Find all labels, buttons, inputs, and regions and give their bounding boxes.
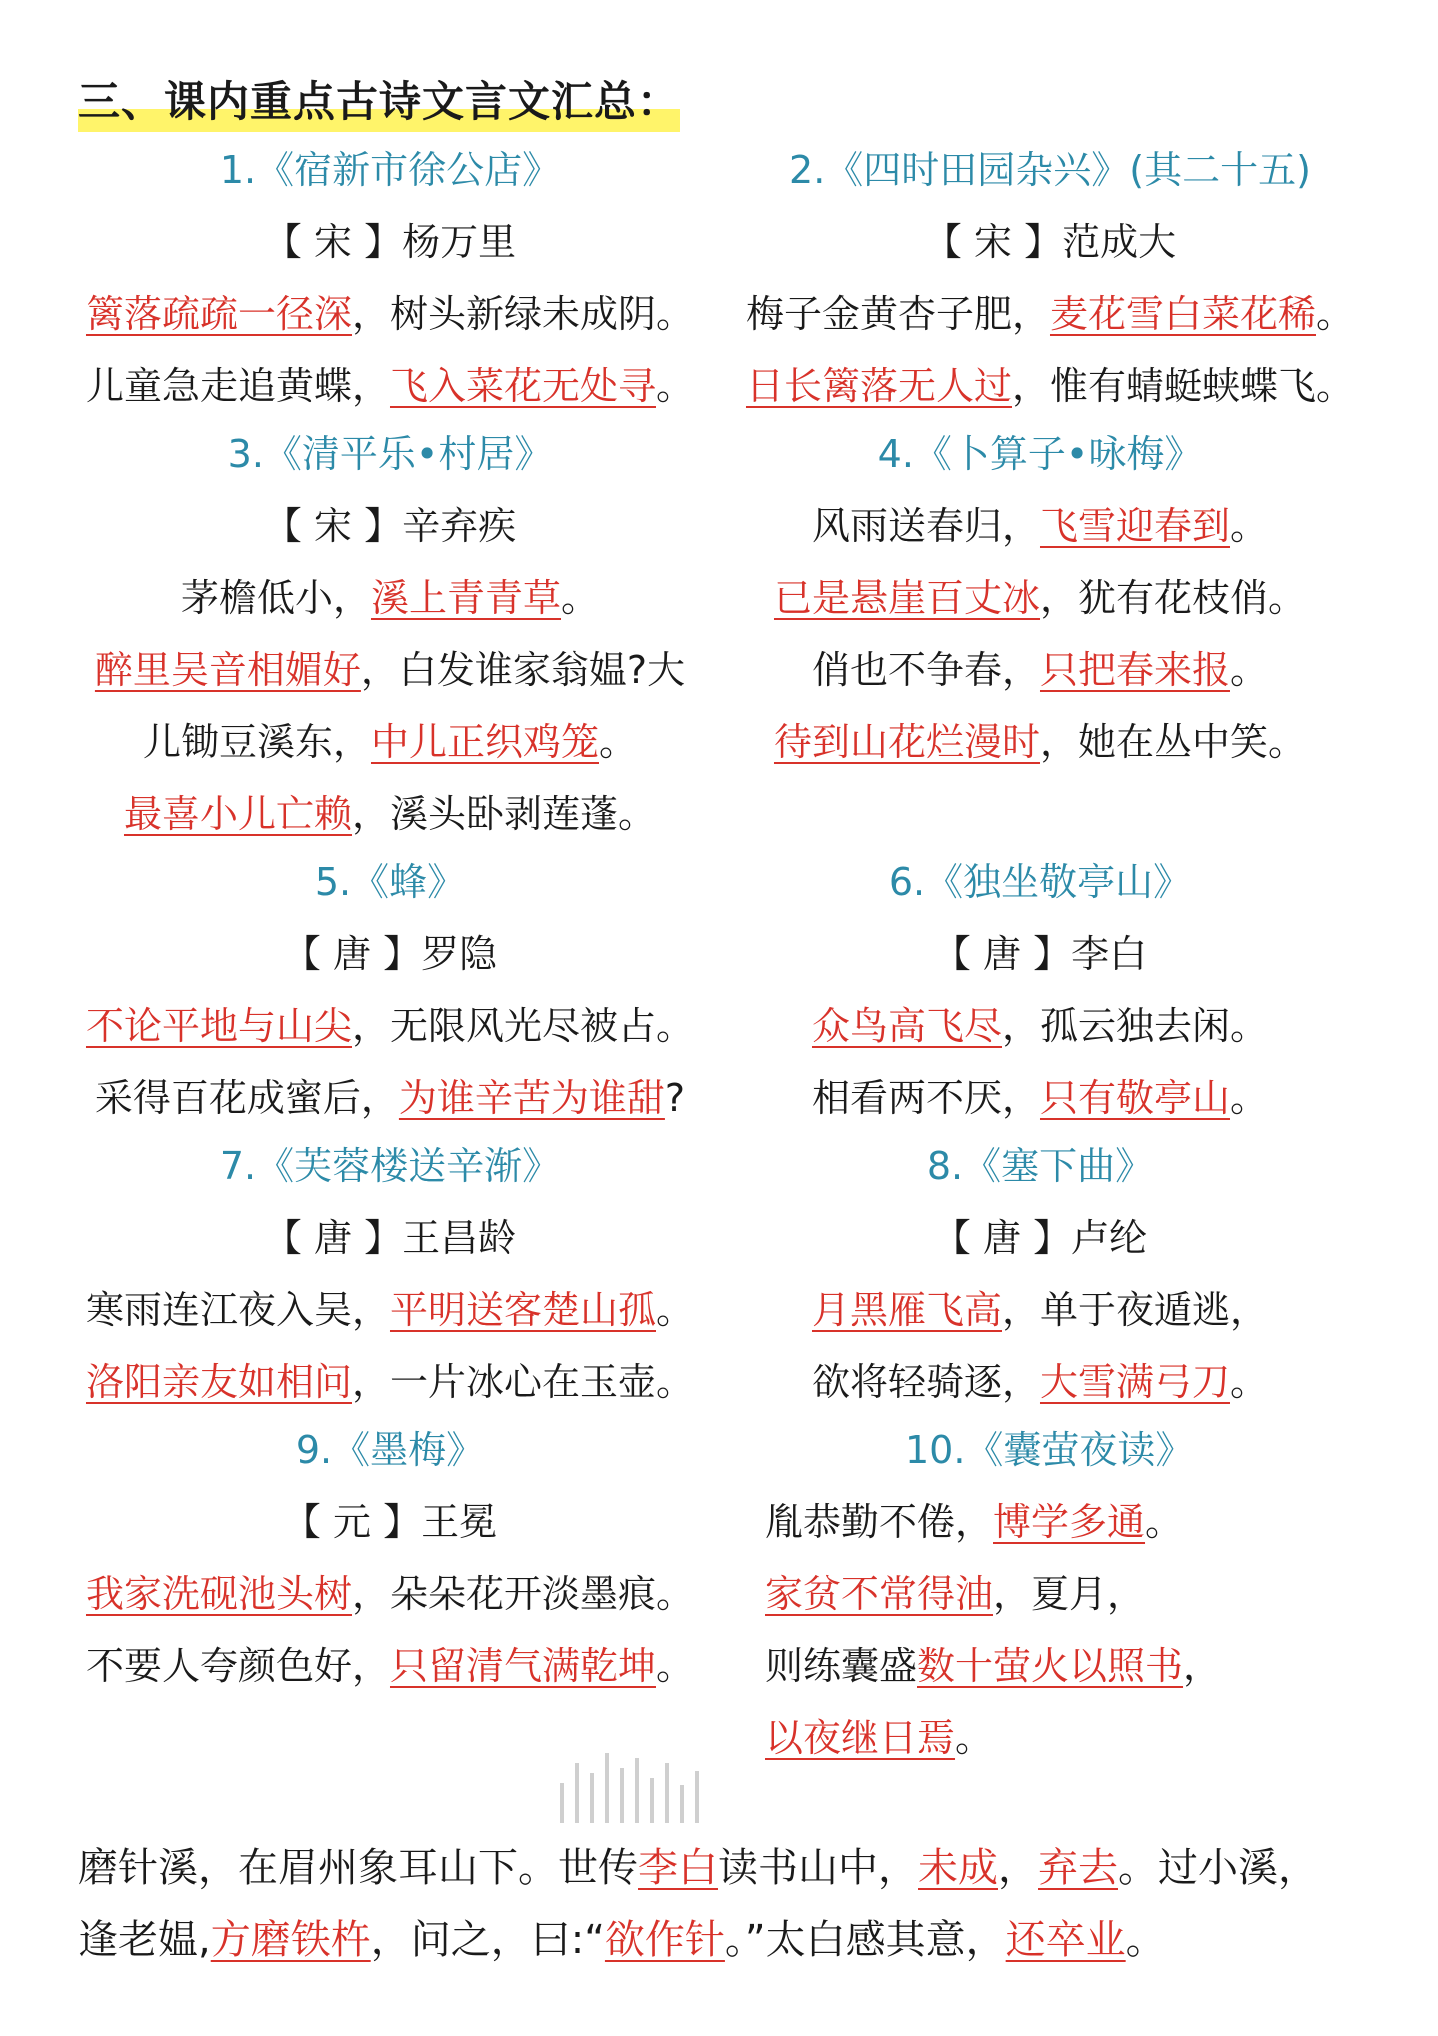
section-heading: 三、课内重点古诗文言文汇总： [78,72,680,132]
poem-title: 2.《四时田园杂兴》(其二十五) [789,148,1311,192]
text-segment: 。 [656,1288,695,1332]
poem-author: 【 宋 】杨万里 [263,220,517,264]
text-segment: 。 [955,1716,994,1760]
text-segment: 。 [656,1644,695,1688]
poem-line [720,1274,1360,1346]
text-segment: 茅檐低小， [180,576,371,620]
text-segment: ，孤云独去闲。 [1002,1004,1269,1048]
highlighted-phrase: 方磨铁杵 [210,1917,371,1963]
poem-line [70,350,710,422]
text-segment: 。 [1230,504,1269,548]
highlighted-phrase: 数十萤火以照书 [917,1644,1184,1688]
highlighted-phrase: 月黑雁飞高 [811,1288,1002,1332]
poem-title: 1.《宿新市徐公店》 [219,148,561,192]
poem-10 [765,1414,1405,1774]
poem-line [70,634,710,706]
poem-line [720,990,1360,1062]
text-segment: 儿锄豆溪东， [142,720,371,764]
poem-line [70,778,710,850]
text-segment: ，无限风光尽被占。 [352,1004,695,1048]
poem-title: 5.《蜂》 [314,860,466,904]
poem-line [70,562,710,634]
highlighted-phrase: 日长篱落无人过 [745,364,1012,408]
text-segment: 风雨送春归， [811,504,1040,548]
text-segment: 。 [1230,648,1269,692]
highlighted-phrase: 未成 [918,1845,998,1891]
prose-passage [78,1832,1378,1976]
poem-author: 【 唐 】卢纶 [932,1216,1148,1260]
text-segment: 采得百花成蜜后， [94,1076,399,1120]
poem-line [70,278,710,350]
text-segment: 磨针溪，在眉州象耳山下。世传 [78,1845,638,1891]
text-segment: 。 [1230,1076,1269,1120]
poem-title: 9.《墨梅》 [295,1428,485,1472]
highlighted-phrase: 洛阳亲友如相问 [85,1360,352,1404]
text-segment: ，溪头卧剥莲蓬。 [352,792,657,836]
prose-line [78,1904,1378,1976]
poem-1 [70,134,710,422]
highlighted-phrase: 还卒业 [1005,1917,1126,1963]
text-segment: 读书山中， [718,1845,918,1891]
poem-line [70,990,710,1062]
highlighted-phrase: 以夜继日焉 [765,1716,956,1760]
text-segment: ，朵朵花开淡墨痕。 [352,1572,695,1616]
highlighted-phrase: 平明送客楚山孤 [389,1288,656,1332]
text-segment: 。 [1230,1360,1269,1404]
text-segment: ，树头新绿未成阴。 [352,292,695,336]
poem-line [765,1558,1405,1630]
poem-9 [70,1414,710,1702]
text-segment: 。 [1125,1917,1166,1963]
poem-line [70,1274,710,1346]
text-segment: ，惟有蜻蜓蛱蝶飞。 [1012,364,1355,408]
text-segment: 。 [1145,1500,1184,1544]
highlighted-phrase: 欲作针 [604,1917,725,1963]
text-segment: 不要人夸颜色好， [85,1644,390,1688]
text-segment: 逢老媪, [78,1917,211,1963]
poem-line [720,634,1360,706]
text-segment: 。 [561,576,600,620]
poem-title: 7.《芙蓉楼送辛渐》 [219,1144,561,1188]
poem-line [70,1062,710,1134]
text-segment: 寒雨连江夜入吴， [85,1288,390,1332]
text-segment: ， [1183,1644,1222,1688]
poem-line [70,706,710,778]
highlighted-phrase: 大雪满弓刀 [1039,1360,1230,1404]
text-segment: 梅子金黄杏子肥， [745,292,1050,336]
text-segment: ，夏月， [993,1572,1146,1616]
poem-line [720,350,1380,422]
poem-line [720,490,1360,562]
poem-title: 10.《囊萤夜读》 [905,1428,1194,1472]
text-segment: ，问之，曰:“ [370,1917,605,1963]
highlighted-phrase: 只把春来报 [1039,648,1230,692]
highlighted-phrase: 我家洗砚池头树 [85,1572,352,1616]
text-segment: ? [664,1076,686,1120]
poem-line [720,1062,1360,1134]
highlighted-phrase: 醉里吴音相媚好 [94,648,361,692]
highlighted-phrase: 李白 [638,1845,718,1891]
highlighted-phrase: 只有敬亭山 [1039,1076,1230,1120]
poem-line [70,1558,710,1630]
poem-8 [720,1130,1360,1418]
highlighted-phrase: 篱落疏疏一径深 [85,292,352,336]
poem-5 [70,846,710,1134]
text-segment: ， [998,1845,1038,1891]
text-segment: 相看两不厌， [811,1076,1040,1120]
poem-2 [720,134,1380,422]
poem-3 [70,418,710,850]
highlighted-phrase: 不论平地与山尖 [85,1004,352,1048]
highlighted-phrase: 待到山花烂漫时 [773,720,1040,764]
highlighted-phrase: 飞雪迎春到 [1039,504,1230,548]
text-segment: ，白发谁家翁媪?大 [360,648,686,692]
text-segment: 则练囊盛 [765,1644,918,1688]
poem-4 [720,418,1360,778]
poem-line [720,1346,1360,1418]
poem-title: 4.《卜算子•咏梅》 [877,432,1203,476]
text-segment: 胤恭勤不倦， [765,1500,994,1544]
text-segment: 。 [656,364,695,408]
poem-title: 6.《独坐敬亭山》 [888,860,1192,904]
highlighted-phrase: 飞入菜花无处寻 [389,364,656,408]
poem-author: 【 元 】王冕 [282,1500,498,1544]
poem-line [720,278,1380,350]
prose-line [78,1832,1378,1904]
highlighted-phrase: 最喜小儿亡赖 [123,792,352,836]
poem-author: 【 唐 】李白 [932,932,1148,976]
text-segment: ，她在丛中笑。 [1040,720,1307,764]
text-segment: 俏也不争春， [811,648,1040,692]
highlighted-phrase: 家贫不常得油 [765,1572,994,1616]
text-segment: 。”太白感其意， [724,1917,1006,1963]
text-segment: 。 [599,720,638,764]
poem-author: 【 唐 】王昌龄 [263,1216,517,1260]
text-segment: ，一片冰心在玉壶。 [352,1360,695,1404]
highlighted-phrase: 麦花雪白菜花稀 [1049,292,1316,336]
poem-line [720,562,1360,634]
highlighted-phrase: 博学多通 [993,1500,1146,1544]
poem-author: 【 唐 】罗隐 [282,932,498,976]
poem-line [70,1346,710,1418]
highlighted-phrase: 已是悬崖百丈冰 [773,576,1040,620]
poem-line [70,1630,710,1702]
scan-artifact [560,1753,880,1823]
highlighted-phrase: 中儿正织鸡笼 [370,720,599,764]
text-segment: 儿童急走追黄蝶， [85,364,390,408]
text-segment: ，犹有花枝俏。 [1040,576,1307,620]
poem-title: 3.《清平乐•村居》 [227,432,553,476]
text-segment: 欲将轻骑逐， [811,1360,1040,1404]
highlighted-phrase: 众鸟高飞尽 [811,1004,1002,1048]
highlighted-phrase: 只留清气满乾坤 [389,1644,656,1688]
text-segment: ，单于夜遁逃， [1002,1288,1269,1332]
text-segment: 。 [1316,292,1355,336]
poem-title: 8.《塞下曲》 [926,1144,1154,1188]
poem-author: 【 宋 】范成大 [923,220,1177,264]
poem-line [720,706,1360,778]
poem-6 [720,846,1360,1134]
highlighted-phrase: 弃去 [1038,1845,1118,1891]
highlighted-phrase: 溪上青青草 [370,576,561,620]
poem-line [765,1486,1405,1558]
poem-line [765,1630,1405,1702]
poem-7 [70,1130,710,1418]
poem-author: 【 宋 】辛弃疾 [263,504,517,548]
highlighted-phrase: 为谁辛苦为谁甜 [398,1076,665,1120]
text-segment: 。过小溪， [1118,1845,1318,1891]
